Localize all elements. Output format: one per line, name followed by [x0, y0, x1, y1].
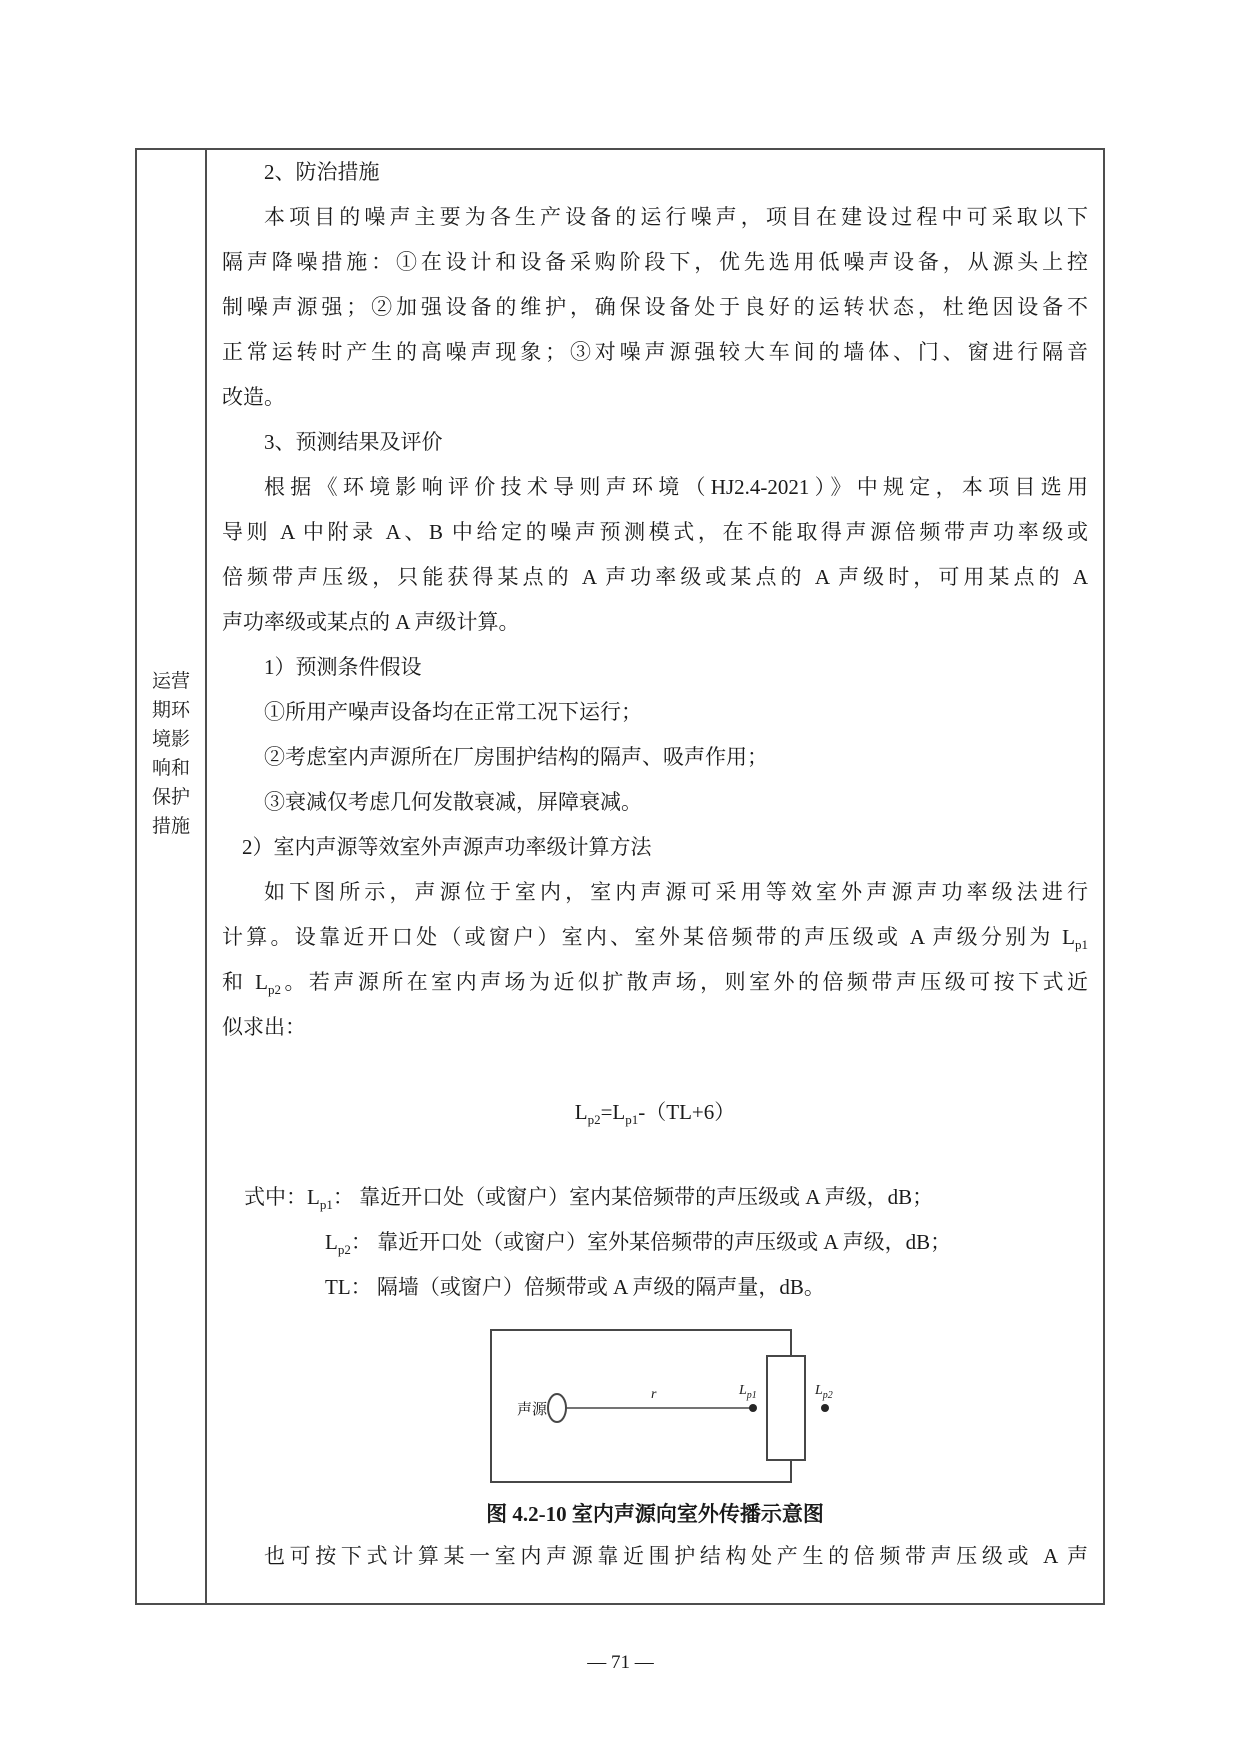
row-header-cell — [137, 150, 207, 1603]
text-line: 和 $L_{p2}$。若声源所在室内声场为近似扩散声场，则室外的倍频带声压级可按下式近 — [222, 970, 1088, 997]
text-line: 隔声降噪措施：①在设计和设备采购阶段下，优先选用低噪声设备，从源头上控 — [222, 250, 1088, 274]
row-label-line: 境影 — [151, 729, 190, 750]
text-line: TL： 隔墙（或窗户）倍频带或 A 声级的隔声量，dB。 — [325, 1275, 825, 1299]
text-line: 声功率级或某点的 A 声级计算。 — [222, 610, 520, 634]
lp1-label: $L_{p1}$ — [739, 1383, 757, 1401]
closing-paragraph-line: 也可按下式计算某一室内声源靠近围护结构处产生的倍频带声压级或 A 声 — [264, 1544, 1088, 1568]
report-table — [135, 148, 1105, 1605]
row-label-line: 保护 — [151, 787, 190, 808]
row-label-line: 措施 — [151, 816, 190, 837]
text-line: 改造。 — [222, 385, 285, 409]
row-label — [137, 667, 205, 841]
body-lines — [222, 150, 1088, 1310]
text-line: 根据《环境影响评价技术导则声环境（HJ2.4-2021）》中规定，本项目选用 — [264, 475, 1088, 499]
formula-line: $L_{p2}=L_{p1}-(TL+6)$ — [574, 1100, 736, 1127]
row-label-line: 期环 — [151, 700, 190, 721]
row-label-line: 运营 — [151, 671, 190, 692]
text-line: 倍频带声压级，只能获得某点的 A 声功率级或某点的 A 声级时，可用某点的 A — [222, 565, 1088, 589]
sound-source-shape — [548, 1394, 566, 1422]
text-line: ②考虑室内声源所在厂房围护结构的隔声、吸声作用； — [264, 745, 768, 769]
row-label-line: 响和 — [151, 758, 190, 779]
text-line: 3、预测结果及评价 — [264, 430, 443, 454]
text-line: ③衰减仅考虑几何发散衰减，屏障衰减。 — [264, 790, 642, 814]
figure — [222, 1324, 1088, 1488]
content-cell — [207, 150, 1103, 1603]
text-line: ①所用产噪声设备均在正常工况下运行； — [264, 700, 642, 724]
source-label: 声源 — [516, 1402, 547, 1418]
text-line: 似求出： — [222, 1015, 306, 1039]
lp1-point — [749, 1404, 757, 1412]
text-line: 正常运转时产生的高噪声现象；③对噪声源强较大车间的墙体、门、窗进行隔音 — [222, 340, 1088, 364]
text-line: 2）室内声源等效室外声源声功率级计算方法 — [242, 835, 652, 859]
wall-opening — [767, 1356, 805, 1460]
lp2-point — [821, 1404, 829, 1412]
text-line: 1）预测条件假设 — [264, 655, 422, 679]
lp2-label: $L_{p2}$ — [815, 1383, 833, 1401]
text-line: 式中：$L_{p1}$： 靠近开口处（或窗户）室内某倍频带的声压级或 A 声级，dB； — [244, 1185, 934, 1212]
distance-label: r — [651, 1387, 657, 1402]
text-line: 导则 A 中附录 A、B 中给定的噪声预测模式，在不能取得声源倍频带声功率级或 — [222, 520, 1088, 544]
text-line: 计算。设靠近开口处（或窗户）室内、室外某倍频带的声压级或 A 声级分别为 $L_{p1}$ — [222, 925, 1088, 952]
text-line: 本项目的噪声主要为各生产设备的运行噪声，项目在建设过程中可采取以下 — [264, 205, 1088, 229]
figure-caption: 图 4.2-10 室内声源向室外传播示意图 — [486, 1502, 824, 1526]
text-line: $L_{p2}$： 靠近开口处（或窗户）室外某倍频带的声压级或 A 声级，dB； — [325, 1230, 952, 1257]
text-line: 2、防治措施 — [264, 160, 380, 184]
text-line: 制噪声源强；②加强设备的维护，确保设备处于良好的运转状态，杜绝因设备不 — [222, 295, 1088, 319]
indoor-to-outdoor-transmission-diagram — [481, 1324, 851, 1488]
page-number: — 71 — — [587, 1652, 654, 1673]
text-line: 如下图所示，声源位于室内，室内声源可采用等效室外声源声功率级法进行 — [264, 880, 1088, 904]
